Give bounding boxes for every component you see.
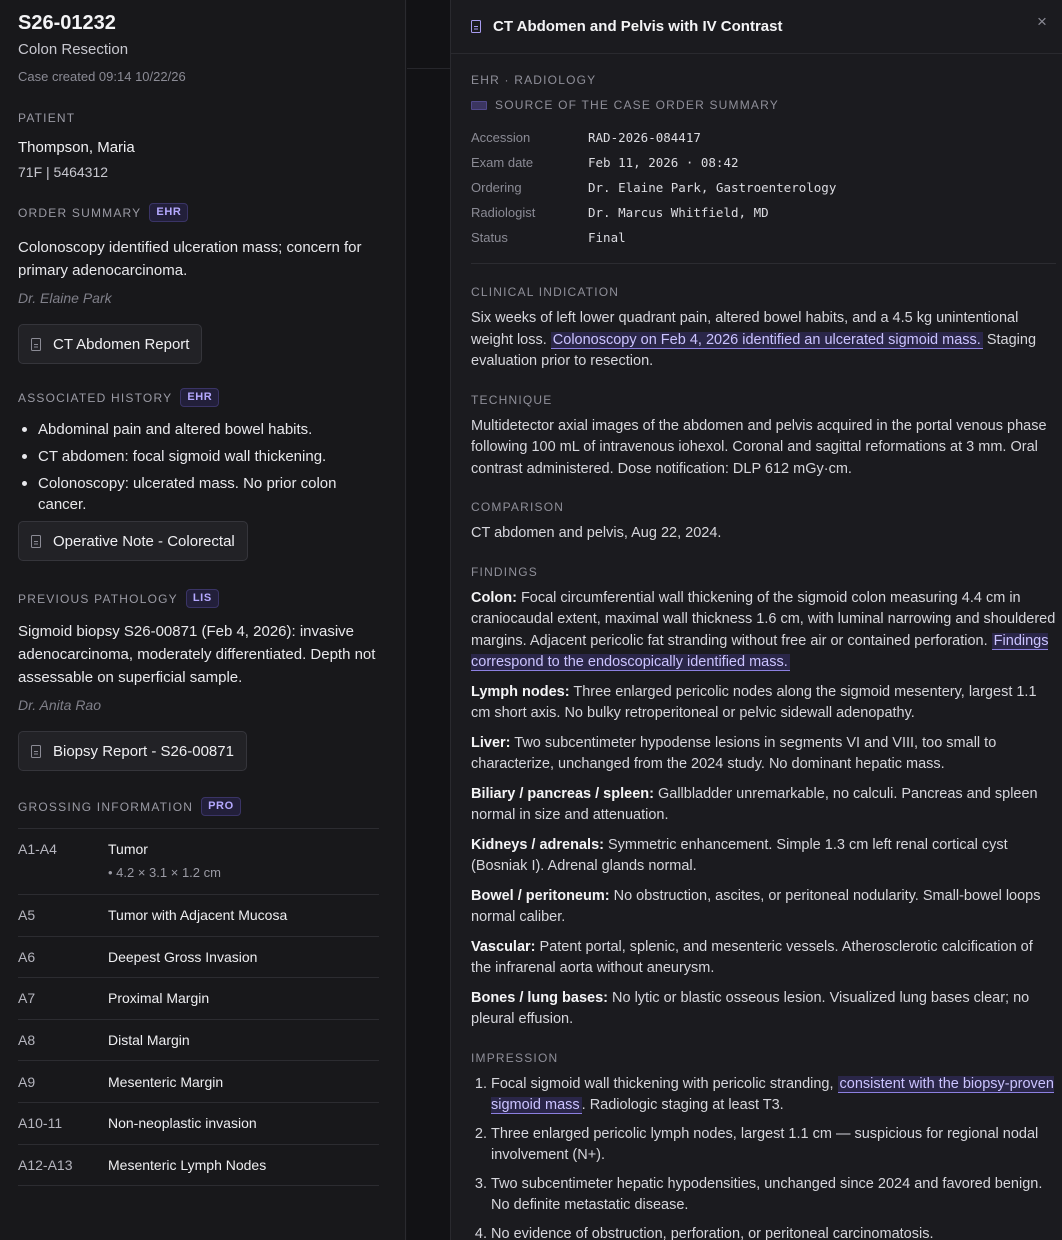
finding-biliary — [471, 784, 1056, 827]
grossing-desc: Tumor with Adjacent Mucosa — [108, 907, 288, 924]
case-sidebar — [0, 0, 406, 1240]
report-meta — [471, 125, 1056, 250]
previous-pathology-badge: LIS — [186, 589, 219, 608]
meta-key: Exam date — [471, 155, 534, 170]
order-summary-text: Colonoscopy identified ulceration mass; concern for primary adenocarcinoma. — [18, 239, 362, 279]
meta-row — [471, 125, 1056, 150]
finding-value: Gallbladder unremarkable, no calculi. Pancreas and spleen normal in size and attenuation. — [471, 785, 1038, 823]
impression-text: Two subcentimeter hepatic hypodensities, unchanged since 2024 and favored benign. No definite metastatic disease. — [491, 1175, 1043, 1213]
clinical-indication-text — [471, 308, 1056, 373]
grossing-code: A10-11 — [18, 1115, 63, 1132]
meta-row — [471, 150, 1056, 175]
highlight-swatch-icon — [471, 101, 487, 110]
grossing-code: A6 — [18, 948, 36, 965]
close-icon[interactable]: × — [1037, 12, 1047, 31]
findings-label: FINDINGS — [471, 564, 538, 579]
clinical-highlight[interactable]: Colonoscopy on Feb 4, 2026 identified an ulcerated sigmoid mass. — [552, 331, 981, 348]
finding-key: Bones / lung bases: — [471, 989, 608, 1006]
clinical-indication-label: CLINICAL INDICATION — [471, 285, 620, 299]
grossing-label — [18, 797, 379, 816]
finding-value: No lytic or blastic osseous lesion. Visualized lung bases clear; no pleural effusion. — [471, 989, 1030, 1027]
grossing-row[interactable] — [18, 1061, 379, 1103]
background-toolbar — [407, 0, 450, 69]
comparison-label: COMPARISON — [471, 500, 565, 514]
finding-key: Lymph nodes: — [471, 683, 570, 700]
finding-key: Kidneys / adrenals: — [471, 836, 604, 853]
impression-text: No evidence of obstruction, perforation, or peritoneal carcinomatosis. — [491, 1225, 934, 1240]
order-summary-label-text: ORDER SUMMARY — [18, 205, 142, 220]
meta-key: Status — [471, 230, 508, 245]
grossing-desc: Proximal Margin — [108, 990, 210, 1007]
report-source-note-text: SOURCE OF THE CASE ORDER SUMMARY — [495, 98, 779, 112]
associated-history-label-text: ASSOCIATED HISTORY — [18, 390, 173, 405]
impression-label: IMPRESSION — [471, 1050, 559, 1065]
grossing-row[interactable] — [18, 1103, 379, 1145]
report-header — [451, 0, 1062, 54]
previous-pathology-text: Sigmoid biopsy S26-00871 (Feb 4, 2026): invasive adenocarcinoma, moderately differentiated. Depth not assessable on superficial sample. — [18, 623, 376, 686]
impression-highlight[interactable]: consistent with the biopsy-proven sigmoid mass — [491, 1075, 1054, 1113]
impression-text: Focal sigmoid wall thickening with pericolic stranding, — [491, 1075, 834, 1092]
grossing-row[interactable] — [18, 937, 379, 979]
grossing-code: A1-A4 — [18, 841, 57, 857]
finding-value: No obstruction, ascites, or peritoneal nodularity. Small-bowel loops normal caliber. — [471, 887, 1041, 925]
meta-value: Final — [588, 230, 626, 245]
impression-item — [491, 1074, 1056, 1117]
background-workspace — [407, 0, 450, 1240]
grossing-code: A5 — [18, 907, 36, 924]
meta-row — [471, 175, 1056, 200]
finding-key: Liver: — [471, 734, 511, 751]
divider — [471, 263, 1056, 264]
finding-liver — [471, 733, 1056, 776]
report-source-note — [471, 98, 1056, 112]
finding-bowel — [471, 886, 1056, 929]
impression-text-post: . Radiologic staging at least T3. — [581, 1097, 784, 1113]
meta-value: Dr. Elaine Park, Gastroenterology — [588, 180, 837, 195]
grossing-desc: Distal Margin — [108, 1032, 190, 1049]
biopsy-report-label: Biopsy Report - S26-00871 — [53, 742, 234, 760]
meta-row — [471, 200, 1056, 225]
clinical-text-pre: Six weeks of left lower quadrant pain, altered bowel habits, and a 4.5 kg unintentional weight loss. — [471, 310, 1019, 348]
findings-list — [471, 588, 1056, 1031]
case-id: S26-01232 — [18, 12, 116, 34]
grossing-desc: Deepest Gross Invasion — [108, 948, 258, 965]
impression-text: Three enlarged pericolic lymph nodes, largest 1.1 cm — suspicious for regional nodal involvement (N+). — [491, 1125, 1039, 1163]
grossing-dims: • 4.2 × 3.1 × 1.2 cm — [108, 865, 221, 880]
grossing-code: A7 — [18, 990, 36, 1007]
grossing-code: A12-A13 — [18, 1156, 73, 1173]
finding-value: Two subcentimeter hypodense lesions in segments VI and VIII, too small to characterize, unchanged from the 2024 study. No dominant hepatic mass. — [471, 734, 997, 772]
finding-value: Symmetric enhancement. Simple 1.3 cm left renal cortical cyst (Bosniak I). Adrenal glands normal. — [471, 836, 1008, 874]
finding-key: Colon: — [471, 589, 517, 606]
report-drawer — [450, 0, 1062, 1240]
history-item: Colonoscopy: ulcerated mass. No prior colon cancer. — [18, 473, 379, 515]
document-icon — [471, 20, 481, 33]
operative-note-button[interactable] — [18, 521, 248, 561]
meta-key: Ordering — [471, 180, 522, 195]
meta-value: RAD-2026-084417 — [588, 130, 701, 145]
order-summary-signer: Dr. Elaine Park — [18, 290, 112, 306]
finding-key: Vascular: — [471, 938, 536, 955]
grossing-row[interactable] — [18, 1020, 379, 1062]
patient-label — [18, 111, 379, 125]
document-icon — [31, 338, 41, 351]
history-item: CT abdomen: focal sigmoid wall thickening. — [18, 446, 379, 467]
ct-abdomen-report-button[interactable] — [18, 324, 202, 364]
patient-meta: 71F | 5464312 — [18, 164, 109, 180]
meta-key: Radiologist — [471, 205, 536, 220]
order-summary-label — [18, 203, 379, 222]
ct-abdomen-report-label: CT Abdomen Report — [53, 335, 190, 353]
impression-item — [491, 1124, 1056, 1167]
grossing-label-text: GROSSING INFORMATION — [18, 799, 194, 814]
finding-colon — [471, 588, 1056, 674]
grossing-table — [18, 828, 379, 1186]
report-body — [451, 73, 1062, 1240]
grossing-row[interactable] — [18, 829, 379, 895]
finding-value: Three enlarged pericolic nodes along the sigmoid mesentery, largest 1.1 cm short axis. No bulky retroperitoneal or pelvic sidewall adenopathy. — [471, 683, 1037, 721]
grossing-row[interactable] — [18, 1145, 379, 1187]
case-type: Colon Resection — [18, 41, 129, 58]
comparison-text: CT abdomen and pelvis, Aug 22, 2024. — [471, 525, 722, 541]
grossing-desc: Mesenteric Margin — [108, 1073, 224, 1090]
grossing-code: A9 — [18, 1073, 36, 1090]
finding-key: Biliary / pancreas / spleen: — [471, 785, 654, 802]
finding-value: Focal circumferential wall thickening of the sigmoid colon measuring 4.4 cm in craniocaudal extent, maximal wall thickness 1.6 cm, with luminal narrowing and shouldered margins. Adjacent pericolic fat stranding without free air or contained perforation. — [471, 589, 1056, 649]
meta-value: Feb 11, 2026 · 08:42 — [588, 155, 739, 170]
associated-history-list — [18, 419, 379, 515]
associated-history-label — [18, 388, 379, 407]
impression-list — [471, 1074, 1056, 1240]
biopsy-report-button[interactable] — [18, 731, 247, 771]
grossing-row[interactable] — [18, 895, 379, 937]
finding-key: Bowel / peritoneum: — [471, 887, 610, 904]
meta-value: Dr. Marcus Whitfield, MD — [588, 205, 769, 220]
finding-highlight[interactable]: Findings correspond to the endoscopically identified mass. — [471, 632, 1049, 670]
technique-text: Multidetector axial images of the abdomen and pelvis acquired in the portal venous phase following 100 mL of intravenous iohexol. Coronal and sagittal reformations at 3 mm. Oral contrast administered. Dose notification: DLP 612 mGy·cm. — [471, 417, 1047, 477]
previous-pathology-label — [18, 589, 379, 608]
meta-row — [471, 225, 1056, 250]
finding-bones — [471, 988, 1056, 1031]
history-item: Abdominal pain and altered bowel habits. — [18, 419, 379, 440]
previous-pathology-label-text: PREVIOUS PATHOLOGY — [18, 591, 178, 606]
patient-name: Thompson, Maria — [18, 139, 135, 156]
patient-label-text: PATIENT — [18, 111, 76, 125]
grossing-desc: Non-neoplastic invasion — [108, 1115, 257, 1132]
document-icon — [31, 535, 41, 548]
grossing-code: A8 — [18, 1032, 36, 1049]
operative-note-label: Operative Note - Colorectal — [53, 532, 235, 550]
case-created: Case created 09:14 10/22/26 — [18, 69, 186, 84]
previous-pathology-signer: Dr. Anita Rao — [18, 697, 101, 713]
impression-item — [491, 1174, 1056, 1217]
document-icon — [31, 745, 41, 758]
meta-key: Accession — [471, 130, 531, 145]
finding-lymph-nodes — [471, 682, 1056, 725]
grossing-desc: Mesenteric Lymph Nodes — [108, 1156, 267, 1173]
finding-kidneys — [471, 835, 1056, 878]
grossing-desc: Tumor — [108, 841, 148, 857]
grossing-row[interactable] — [18, 978, 379, 1020]
report-source: EHR · RADIOLOGY — [471, 73, 597, 87]
technique-label: TECHNIQUE — [471, 392, 553, 407]
clinical-text-post: Staging evaluation prior to resection. — [471, 331, 1037, 369]
impression-item — [491, 1224, 1056, 1240]
report-title: CT Abdomen and Pelvis with IV Contrast — [493, 18, 783, 35]
finding-vascular — [471, 937, 1056, 980]
grossing-badge: PRO — [201, 797, 241, 816]
finding-value: Patent portal, splenic, and mesenteric vessels. Atherosclerotic calcification of the infrarenal aorta without aneurysm. — [471, 938, 1033, 976]
associated-history-badge: EHR — [180, 388, 219, 407]
order-summary-badge: EHR — [149, 203, 188, 222]
